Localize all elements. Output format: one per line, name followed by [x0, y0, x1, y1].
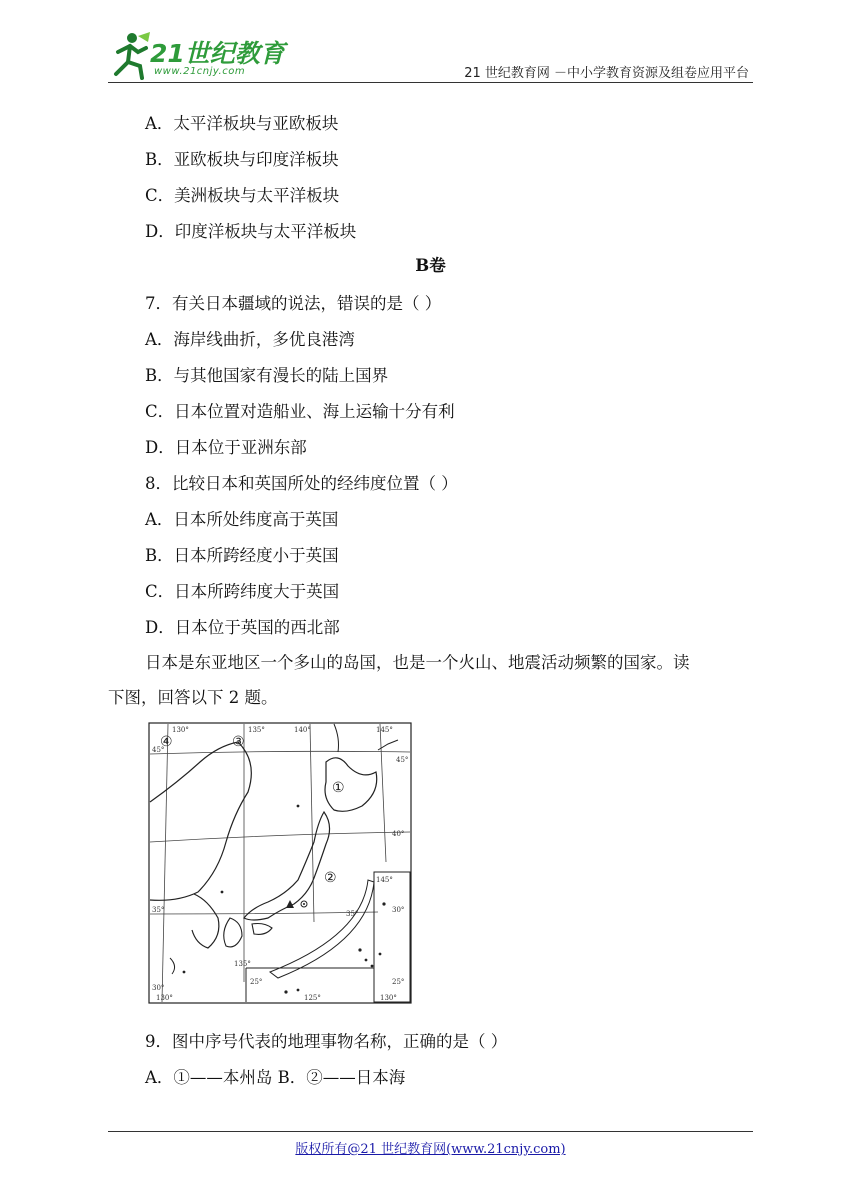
lon-label: 130°: [156, 994, 173, 1002]
lat-label: 35°: [346, 910, 359, 918]
lon-label: 125°: [304, 994, 321, 1002]
lon-label: 135°: [234, 960, 251, 968]
option-6d: D．印度洋板块与太平洋板块: [145, 222, 357, 241]
option-8b: B．日本所跨经度小于英国: [145, 546, 339, 565]
option-8c: C．日本所跨纬度大于英国: [145, 582, 340, 601]
lon-label: 145°: [376, 726, 393, 734]
japan-map: [148, 722, 412, 1004]
lon-label: 145°: [376, 876, 393, 884]
section-title: B卷: [415, 256, 446, 275]
option-7b: B．与其他国家有漫长的陆上国界: [145, 366, 389, 385]
logo-text: 21世纪教育: [150, 39, 285, 68]
site-name: 21 世纪教育网 －中小学教育资源及组卷应用平台: [464, 66, 749, 81]
option-6b: B．亚欧板块与印度洋板块: [145, 150, 339, 169]
runner-icon: [108, 30, 152, 82]
option-7c: C．日本位置对造船业、海上运输十分有利: [145, 402, 455, 421]
lon-label: 140°: [294, 726, 311, 734]
lat-label: 35°: [152, 906, 165, 914]
lat-label: 45°: [396, 756, 409, 764]
lon-label: 130°: [380, 994, 397, 1002]
lat-label: 30°: [392, 906, 405, 914]
question-8: 8．比较日本和英国所处的经纬度位置（ ）: [145, 474, 458, 493]
intro-line-2: 下图，回答以下 2 题。: [108, 688, 278, 707]
lat-label: 30°: [152, 984, 165, 992]
logo-url: www.21cnjy.com: [154, 66, 246, 77]
option-6a: A．太平洋板块与亚欧板块: [145, 114, 339, 133]
option-8a: A．日本所处纬度高于英国: [145, 510, 339, 529]
copyright-link[interactable]: 版权所有@21 世纪教育网(www.21cnjy.com): [295, 1142, 566, 1157]
question-9: 9．图中序号代表的地理事物名称，正确的是（ ）: [145, 1032, 508, 1051]
lat-label: 45°: [152, 746, 165, 754]
lat-label: 25°: [250, 978, 263, 986]
map-label-3: ③: [232, 734, 245, 750]
option-7a: A．海岸线曲折，多优良港湾: [145, 330, 355, 349]
intro-line-1: 日本是东亚地区一个多山的岛国，也是一个火山、地震活动频繁的国家。读: [145, 653, 690, 672]
lon-label: 135°: [248, 726, 265, 734]
header-divider: [108, 82, 753, 83]
options-9: A．①——本州岛 B．②——日本海: [145, 1068, 406, 1087]
site-logo[interactable]: [108, 30, 308, 86]
map-label-4: ④: [160, 734, 173, 750]
option-6c: C．美洲板块与太平洋板块: [145, 186, 340, 205]
footer-divider: [108, 1131, 753, 1132]
option-7d: D．日本位于亚洲东部: [145, 438, 307, 457]
lon-label: 130°: [172, 726, 189, 734]
lat-label: 25°: [392, 978, 405, 986]
option-8d: D．日本位于英国的西北部: [145, 618, 340, 637]
map-label-1: ①: [332, 780, 345, 796]
lat-label: 40°: [392, 830, 405, 838]
map-label-2: ②: [324, 870, 337, 886]
page-header: [0, 0, 861, 90]
question-7: 7．有关日本疆域的说法，错误的是（ ）: [145, 294, 442, 313]
